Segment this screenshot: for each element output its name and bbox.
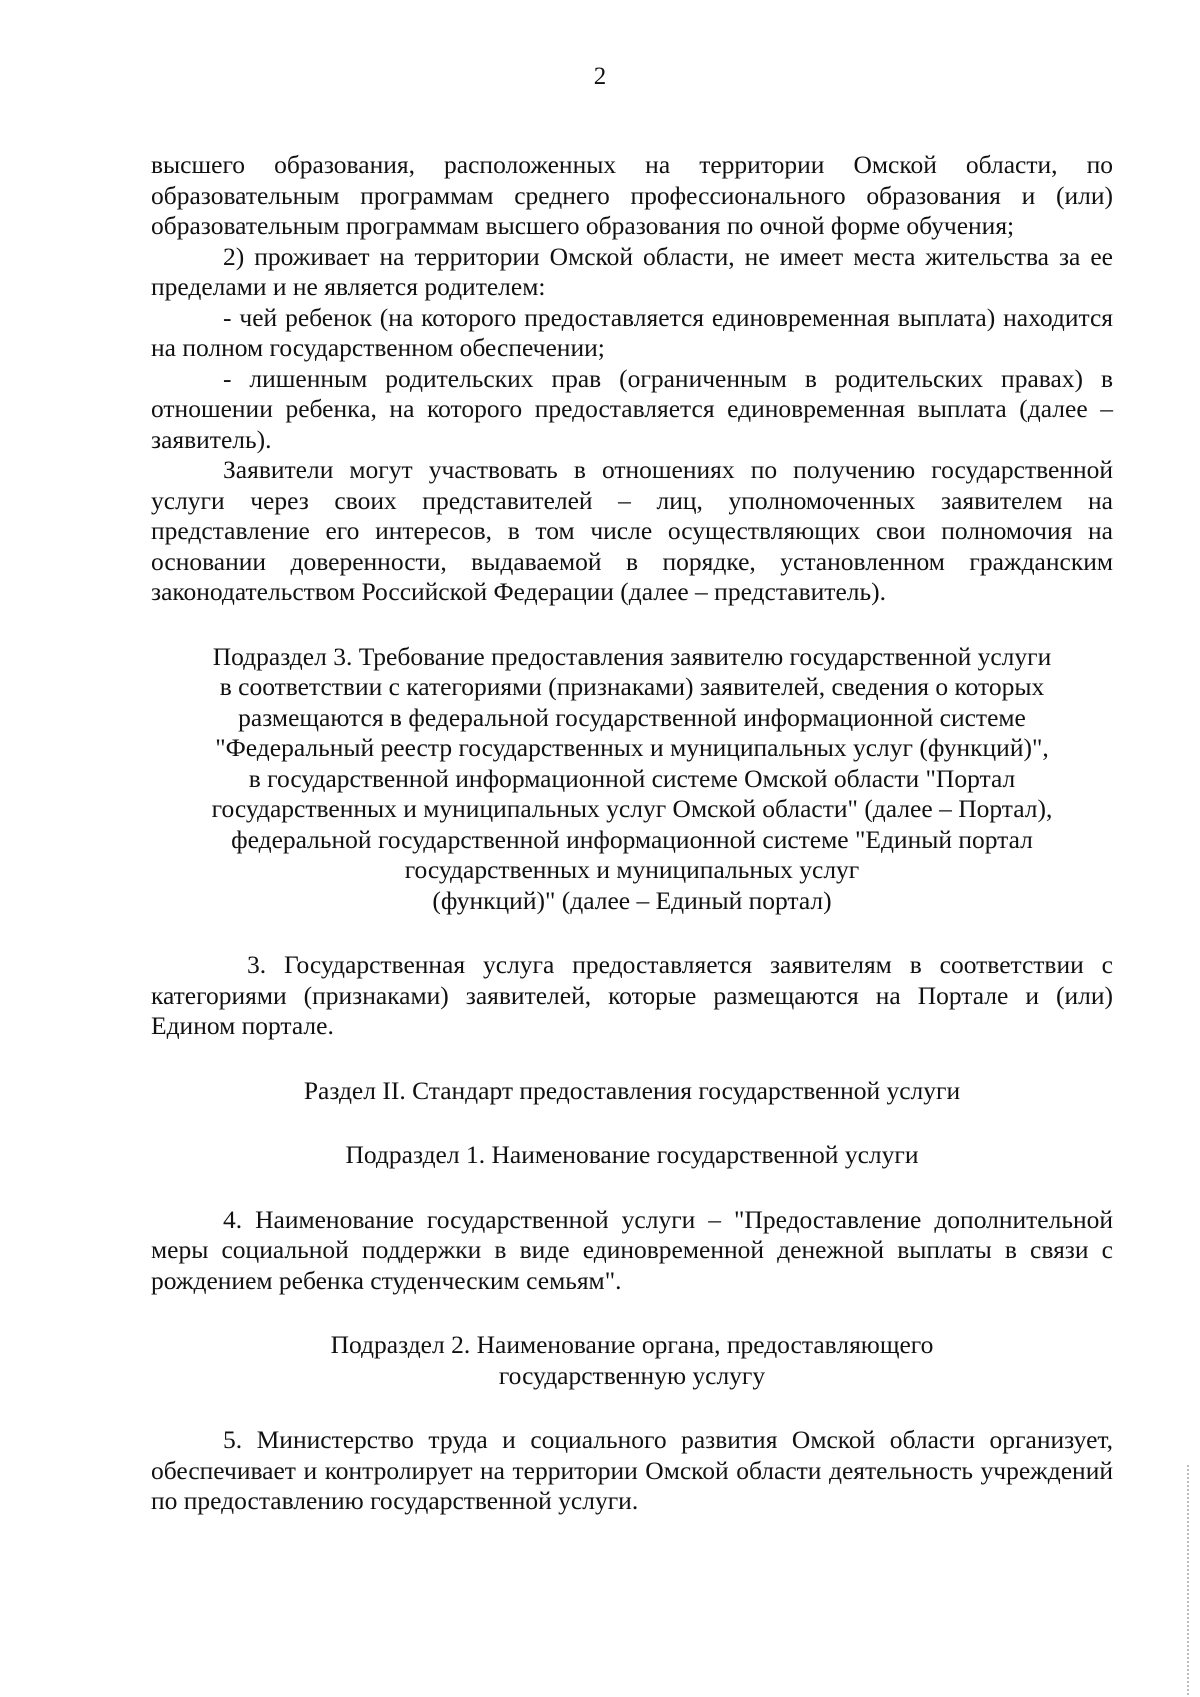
heading-line: в государственной информационной системе Омской области "Портал xyxy=(248,763,1016,793)
subsection-3-heading xyxy=(151,642,1113,917)
item-3: 3. Государственная услуга предоставляется заявителям в соответствии с категориями (признаками) заявителей, которые размещаются на Портале и (или) Едином портале. xyxy=(151,950,1113,1040)
heading-line: Подраздел 2. Наименование органа, предоставляющего xyxy=(330,1330,934,1359)
paragraph-representatives: Заявители могут участвовать в отношениях по получению государственной услуги через своих представителей – лиц, уполномоченных заявителем на представление его интересов, в том числе осуществляющих свои полномочия на основании доверенности, выдаваемой в порядке, установленном гражданским законодательством Российской Федерации (далее – представитель). xyxy=(151,455,1113,606)
item-5: 5. Министерство труда и социального развития Омской области организует, обеспечивает и контролирует на территории Омской области деятельность учреждений по предоставлению государственной услуги. xyxy=(151,1425,1113,1515)
heading-line: государственных и муниципальных услуг Омской области" (далее – Портал), xyxy=(211,794,1053,823)
heading-line: Подраздел 3. Требование предоставления заявителю государственной услуги xyxy=(212,641,1052,671)
heading-line: "Федеральный реестр государственных и муниципальных услуг (функций)", xyxy=(215,733,1049,762)
document-body xyxy=(151,150,1113,1517)
heading-line: государственных и муниципальных услуг xyxy=(404,855,860,884)
page-number: 2 xyxy=(593,63,607,90)
paragraph-parental-rights-condition: - лишенным родительских прав (ограниченным в родительских правах) в отношении ребенка, на которого предоставляется единовременная выплата (далее – заявитель). xyxy=(151,363,1113,454)
paragraph-residence-condition: 2) проживает на территории Омской области, не имеет места жительства за ее пределами и не является родителем: xyxy=(151,241,1113,301)
paragraph-education-continuation: высшего образования, расположенных на территории Омской области, по образовательным программам среднего профессионального образования и (или) образовательным программам высшего образования по очной форме обучения; xyxy=(151,150,1113,240)
heading-line: в соответствии с категориями (признаками) заявителей, сведения о которых xyxy=(219,672,1045,701)
scan-edge-artifact xyxy=(1187,1465,1189,1697)
subsection-1-heading: Подраздел 1. Наименование государственной услуги xyxy=(345,1140,919,1169)
subsection-2-heading xyxy=(151,1330,1113,1391)
item-4: 4. Наименование государственной услуги – "Предоставление дополнительной меры социальной поддержки в виде единовременной денежной выплаты в связи с рождением ребенка студенческим семьям". xyxy=(151,1204,1113,1295)
heading-line: (функций)" (далее – Единый портал) xyxy=(432,885,832,915)
heading-line: размещаются в федеральной государственной информационной системе xyxy=(238,702,1026,732)
heading-line: государственную услугу xyxy=(498,1360,766,1390)
section-2-heading: Раздел II. Стандарт предоставления государственной услуги xyxy=(303,1075,961,1105)
paragraph-state-support-condition: - чей ребенок (на которого предоставляется единовременная выплата) находится на полном государственном обеспечении; xyxy=(151,302,1113,362)
heading-line: федеральной государственной информационной системе "Единый портал xyxy=(231,824,1033,854)
